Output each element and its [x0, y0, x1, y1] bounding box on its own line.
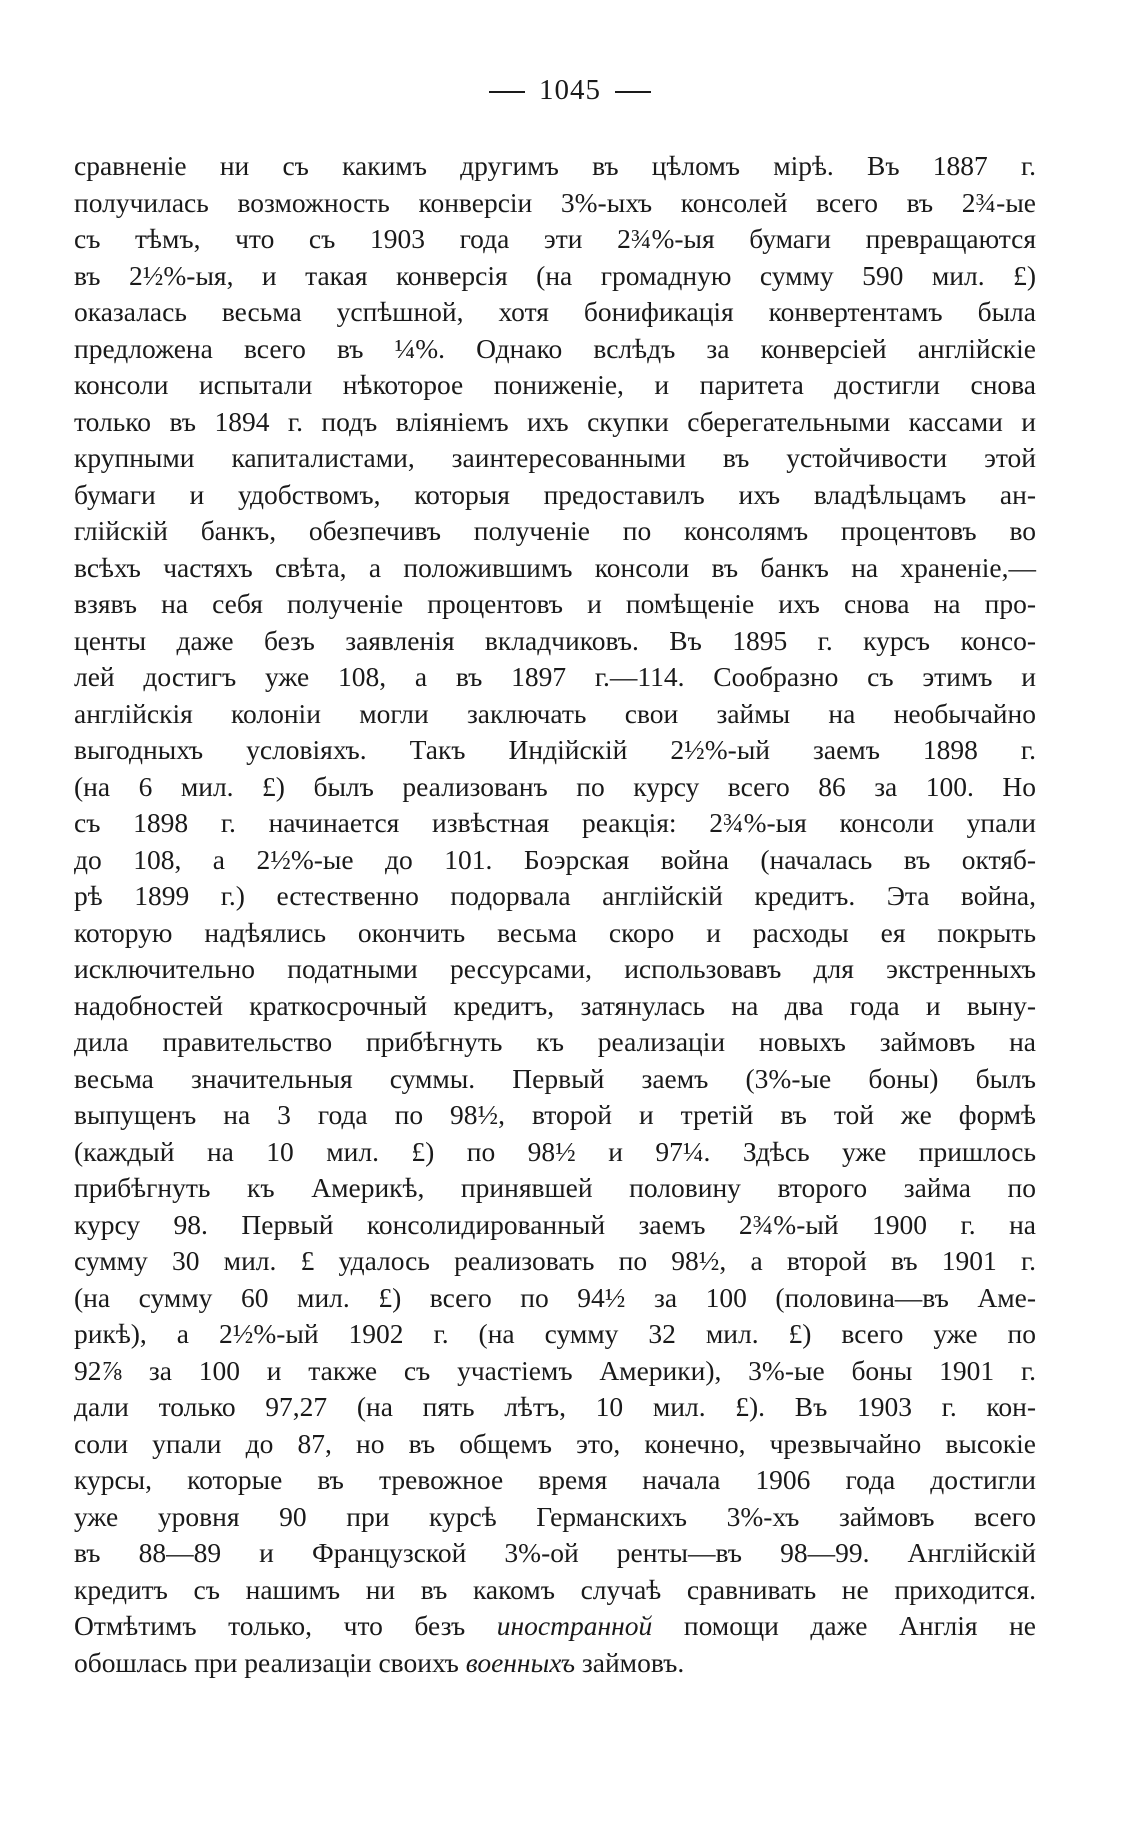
text-line: въ 88—89 и Французской 3%-ой ренты—въ 98—99. Англійскій — [74, 1537, 1036, 1568]
text-line: уже уровня 90 при курсѣ Германскихъ 3%-хъ займовъ всего — [74, 1500, 1036, 1532]
text-line: (на сумму 60 мил. £) всего по 94½ за 100 (половина—въ Аме- — [74, 1281, 1036, 1313]
text-line: оказалась весьма успѣшной, хотя бонификація конвертентамъ была — [74, 296, 1036, 327]
text-line: (на 6 мил. £) былъ реализованъ по курсу всего 86 за 100. Но — [74, 770, 1036, 802]
text-line: исключительно податными рессурсами, использовавъ для экстренныхъ — [74, 953, 1036, 984]
text-line: соли упали до 87, но въ общемъ это, конечно, чрезвычайно высокіе — [74, 1427, 1036, 1459]
text-line: крупными капиталистами, заинтересованными въ устойчивости этой — [74, 442, 1036, 473]
page-number-dash-right — [615, 91, 651, 93]
text-line: рикѣ), а 2½%-ый 1902 г. (на сумму 32 мил. £) всего уже по — [74, 1318, 1036, 1349]
text-line: глійскій банкъ, обезпечивъ полученіе по консолямъ процентовъ во — [74, 515, 1036, 546]
emphasized-word: военныхъ — [465, 1646, 575, 1678]
text-line-with-emphasis — [74, 1608, 1036, 1645]
text-line: кредитъ съ нашимъ ни въ какомъ случаѣ сравнивать не приходится. — [74, 1573, 1036, 1605]
text-fragment: Отмѣтимъ только, что безъ — [74, 1610, 497, 1641]
page-number — [0, 74, 1140, 107]
text-line: консоли испытали нѣкоторое пониженіе, и паритета достигли снова — [74, 369, 1036, 400]
text-line: курсы, которые въ тревожное время начала 1906 года достигли — [74, 1464, 1036, 1495]
text-line: въ 2½%-ыя, и такая конверсія (на громадную сумму 590 мил. £) — [74, 259, 1036, 291]
text-line: съ тѣмъ, что съ 1903 года эти 2¾%-ыя бумаги превращаются — [74, 223, 1036, 254]
text-line: прибѣгнуть къ Америкѣ, принявшей половину второго займа по — [74, 1172, 1036, 1203]
text-line: надобностей краткосрочный кредитъ, затянулась на два года и выну- — [74, 989, 1036, 1021]
page-number-dash-left — [489, 91, 525, 93]
text-line: до 108, а 2½%-ые до 101. Боэрская война (началась въ октяб- — [74, 843, 1036, 875]
text-line: рѣ 1899 г.) естественно подорвала англійскій кредитъ. Эта война, — [74, 880, 1036, 911]
text-line: лей достигъ уже 108, а въ 1897 г.—114. Сообразно съ этимъ и — [74, 661, 1036, 692]
text-line: дали только 97,27 (на пять лѣтъ, 10 мил. £). Въ 1903 г. кон- — [74, 1391, 1036, 1422]
text-line: получилась возможность конверсіи 3%-ыхъ консолей всего въ 2¾-ые — [74, 186, 1036, 218]
text-fragment: помощи даже Англія не — [652, 1610, 1036, 1641]
text-line: бумаги и удобствомъ, которыя предоставилъ ихъ владѣльцамъ ан- — [74, 478, 1036, 510]
text-line: которую надѣялись окончить весьма скоро и расходы ея покрыть — [74, 916, 1036, 948]
text-line: выгодныхъ условіяхъ. Такъ Индійскій 2½%-ый заемъ 1898 г. — [74, 734, 1036, 765]
emphasized-word: иностранной — [496, 1610, 653, 1641]
text-fragment: займовъ. — [575, 1646, 685, 1678]
text-line: всѣхъ частяхъ свѣта, а положившимъ консоли въ банкъ на храненіе,— — [74, 551, 1036, 583]
text-line: 92⅞ за 100 и также съ участіемъ Америки), 3%-ые боны 1901 г. — [74, 1354, 1036, 1386]
text-line: англійскія колоніи могли заключать свои займы на необычайно — [74, 697, 1036, 729]
text-line: взявъ на себя полученіе процентовъ и помѣщеніе ихъ снова на про- — [74, 588, 1036, 619]
text-line: сумму 30 мил. £ удалось реализовать по 98½, а второй въ 1901 г. — [74, 1245, 1036, 1276]
text-line: весьма значительныя суммы. Первый заемъ (3%-ые боны) былъ — [74, 1062, 1036, 1094]
text-line: съ 1898 г. начинается извѣстная реакція: 2¾%-ыя консоли упали — [74, 807, 1036, 838]
text-line: выпущенъ на 3 года по 98½, второй и третій въ той же формѣ — [74, 1099, 1036, 1130]
text-line: только въ 1894 г. подъ вліяніемъ ихъ скупки сберегательными кассами и — [74, 405, 1036, 437]
text-line-with-emphasis — [74, 1645, 1036, 1682]
main-text — [74, 148, 1036, 1681]
page-number-value: 1045 — [539, 74, 601, 106]
text-fragment: обошлась при реализаціи своихъ — [74, 1646, 466, 1678]
text-line: центы даже безъ заявленія вкладчиковъ. Въ 1895 г. курсъ консо- — [74, 624, 1036, 656]
text-line: дила правительство прибѣгнуть къ реализаціи новыхъ займовъ на — [74, 1026, 1036, 1057]
text-line: (каждый на 10 мил. £) по 98½ и 97¼. Здѣсь уже пришлось — [74, 1135, 1036, 1167]
text-line: курсу 98. Первый консолидированный заемъ 2¾%-ый 1900 г. на — [74, 1208, 1036, 1240]
text-line: сравненіе ни съ какимъ другимъ въ цѣломъ мірѣ. Въ 1887 г. — [74, 150, 1036, 181]
text-line: предложена всего въ ¼%. Однако вслѣдъ за конверсіей англійскіе — [74, 332, 1036, 364]
